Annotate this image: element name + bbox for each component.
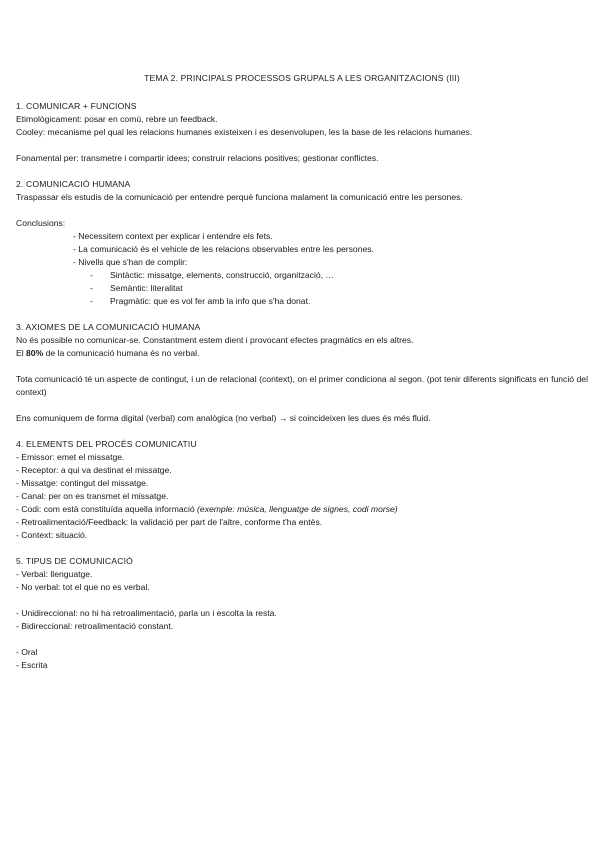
s3-line-2 xyxy=(16,347,588,360)
s1-line-2: Cooley: mecanisme pel qual les relacions humanes existeixen i es desenvolupen, les la base de les relacions humanes. xyxy=(16,127,473,137)
s5-type-2: - No verbal: tot el que no es verbal. xyxy=(16,582,150,592)
s2-level-1-text: Sintàctic: missatge, elements, construcció, organització, … xyxy=(110,270,335,280)
document-title: TEMA 2. PRINCIPALS PROCESSOS GRUPALS A LES ORGANITZACIONS (III) xyxy=(144,73,460,83)
section-5-heading: 5. TIPUS DE COMUNICACIÓ xyxy=(16,556,133,566)
s2-level-2-text: Semàntic: literalitat xyxy=(110,283,183,293)
s1-line-3: Fonamental per: transmetre i compartir idees; construir relacions positives; gestionar conflictes. xyxy=(16,153,379,163)
s4-element-3: - Missatge: contingut del missatge. xyxy=(16,478,149,488)
s3-line-2-c: de la comunicació humana és no verbal. xyxy=(43,348,200,358)
s4-element-5-text: - Codi: com està constituïda aquella informació xyxy=(16,504,198,514)
s2-level-3 xyxy=(16,295,588,308)
s3-line-4: Ens comuniquem de forma digital (verbal) com analògica (no verbal) → si coincideixen les dues és més fluid. xyxy=(16,413,431,423)
s3-line-3: Tota comunicació té un aspecte de contingut, i un de relacional (context), on el primer condiciona al segon. (pot tenir diferents significats en funció del context) xyxy=(16,374,588,397)
s2-line-1: Traspassar els estudis de la comunicació per entendre perquè funciona malament la comunicació entre les persones. xyxy=(16,192,463,202)
s4-element-4: - Canal: per on es transmet el missatge. xyxy=(16,491,169,501)
s4-element-5-example: (exemple: música, llenguatge de signes, codi morse) xyxy=(197,504,398,514)
s4-element-1: - Emissor: emet el missatge. xyxy=(16,452,125,462)
s4-element-5 xyxy=(16,503,588,516)
s5-type-4: - Bidireccional: retroalimentació constant. xyxy=(16,621,174,631)
s2-conclusion-2: - La comunicació és el vehicle de les relacions observables entre les persones. xyxy=(73,244,374,254)
dash-bullet: - xyxy=(90,283,93,293)
s2-level-3-text: Pragmàtic: que es vol fer amb la info que s'ha donat. xyxy=(110,296,311,306)
section-1-heading: 1. COMUNICAR + FUNCIONS xyxy=(16,101,137,111)
s5-type-3: - Unidireccional: no hi ha retroalimentació, parla un i escolta la resta. xyxy=(16,608,277,618)
s2-conclusion-1: - Necessitem context per explicar i entendre els fets. xyxy=(73,231,273,241)
dash-bullet: - xyxy=(90,270,93,280)
s3-line-2-a: El xyxy=(16,348,27,358)
section-3-heading: 3. AXIOMES DE LA COMUNICACIÓ HUMANA xyxy=(16,322,201,332)
s5-type-1: - Verbal: llenguatge. xyxy=(16,569,93,579)
s3-line-2-bold: 80% xyxy=(26,348,44,358)
s4-element-2: - Receptor: a qui va destinat el missatge. xyxy=(16,465,172,475)
s5-type-5: - Oral xyxy=(16,647,38,657)
s5-type-6: - Escrita xyxy=(16,660,48,670)
section-2-heading: 2. COMUNICACIÓ HUMANA xyxy=(16,179,131,189)
s2-level-2 xyxy=(16,282,588,295)
s2-conclusions: Conclusions: xyxy=(16,218,66,228)
s4-element-7: - Context: situació. xyxy=(16,530,88,540)
s4-element-6: - Retroalimentació/Feedback: la validació per part de l'altre, conforme t'ha entès. xyxy=(16,517,323,527)
section-4-heading: 4. ELEMENTS DEL PROCÉS COMUNICATIU xyxy=(16,439,197,449)
s2-level-1 xyxy=(16,269,588,282)
s2-conclusion-3: - Nivells que s'han de complir: xyxy=(73,257,188,267)
s1-line-1: Etimològicament: posar en comú, rebre un feedback. xyxy=(16,114,218,124)
document-page xyxy=(16,72,588,672)
dash-bullet: - xyxy=(90,296,93,306)
s3-line-1: No és possible no comunicar-se. Constantment estem dient i provocant efectes pragmàtics en els altres. xyxy=(16,335,414,345)
